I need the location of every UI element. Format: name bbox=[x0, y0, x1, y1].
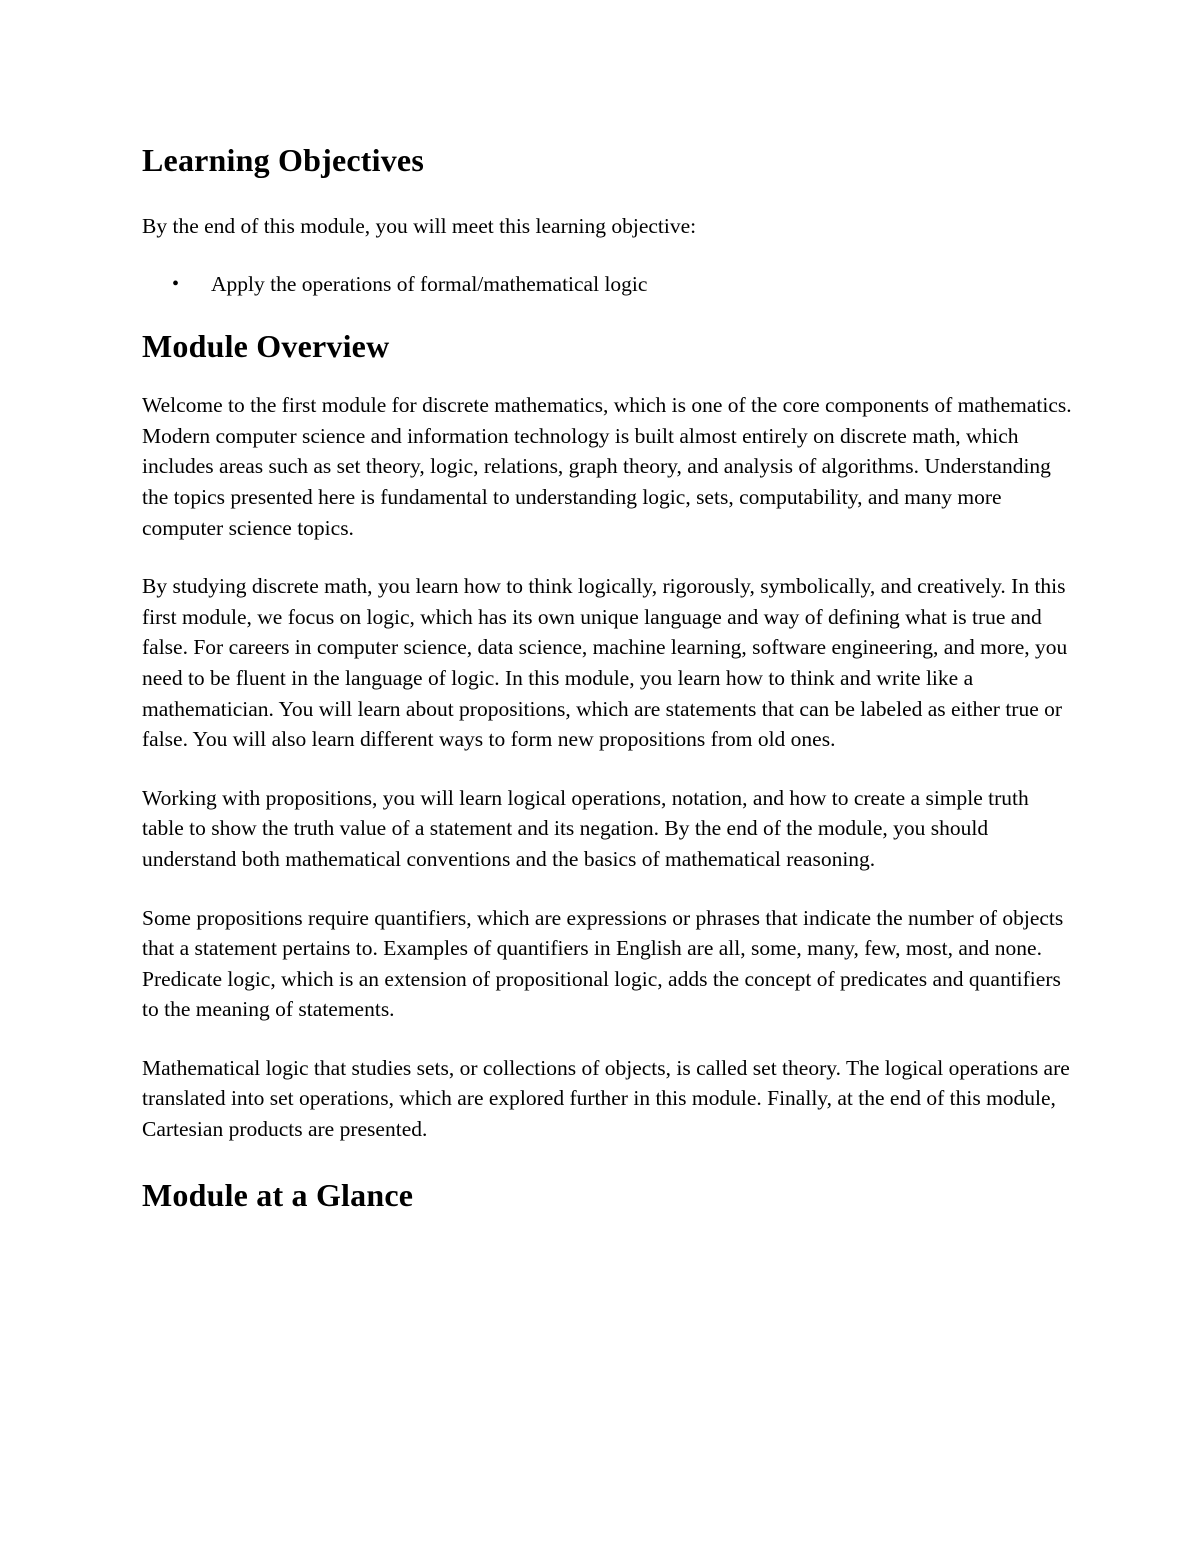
objective-text: Apply the operations of formal/mathematical logic bbox=[211, 271, 648, 296]
overview-paragraph: Welcome to the first module for discrete mathematics, which is one of the core components of mathematics. Modern computer science and information technology is built almost entirely on discrete math, which includes areas such as set theory, logic, relations, graph theory, and analysis of algorithms. Understanding the topics presented here is fundamental to understanding logic, sets, computability, and many more computer science topics. bbox=[142, 393, 1072, 540]
bullet-icon: • bbox=[172, 272, 180, 295]
learning-objectives-section bbox=[142, 140, 1072, 299]
module-at-a-glance-heading: Module at a Glance bbox=[142, 1176, 414, 1213]
overview-paragraph: Some propositions require quantifiers, which are expressions or phrases that indicate the number of objects that a statement pertains to. Examples of quantifiers in English are all, some, many, few, most, and none. Predicate logic, which is an extension of propositional logic, adds the concept of predicates and quantifiers to the meaning of statements. bbox=[142, 905, 1064, 1022]
objective-item bbox=[142, 269, 1072, 300]
overview-paragraph: Mathematical logic that studies sets, or collections of objects, is called set theory. The logical operations are translated into set operations, which are explored further in this module. Finally, at the end of this module, Cartesian products are presented. bbox=[142, 1055, 1070, 1142]
document-page bbox=[142, 140, 1072, 1215]
objectives-list bbox=[142, 269, 1072, 300]
overview-paragraph: By studying discrete math, you learn how to think logically, rigorously, symbolically, and creatively. In this first module, we focus on logic, which has its own unique language and way of defining what is true and false. For careers in computer science, data science, machine learning, software engineering, and more, you need to be fluent in the language of logic. In this module, you learn how to think and write like a mathematician. You will learn about propositions, which are statements that can be labeled as either true or false. You will also learn different ways to form new propositions from old ones. bbox=[142, 574, 1068, 752]
learning-objectives-intro: By the end of this module, you will meet this learning objective: bbox=[142, 214, 697, 238]
module-overview-section bbox=[142, 326, 1072, 1144]
module-at-a-glance-section bbox=[142, 1175, 1072, 1215]
overview-paragraph: Working with propositions, you will learn logical operations, notation, and how to create a simple truth table to show the truth value of a statement and its negation. By the end of the module, you should understand both mathematical conventions and the basics of mathematical reasoning. bbox=[142, 785, 1029, 871]
module-overview-heading: Module Overview bbox=[142, 328, 390, 365]
learning-objectives-heading: Learning Objectives bbox=[142, 142, 424, 178]
